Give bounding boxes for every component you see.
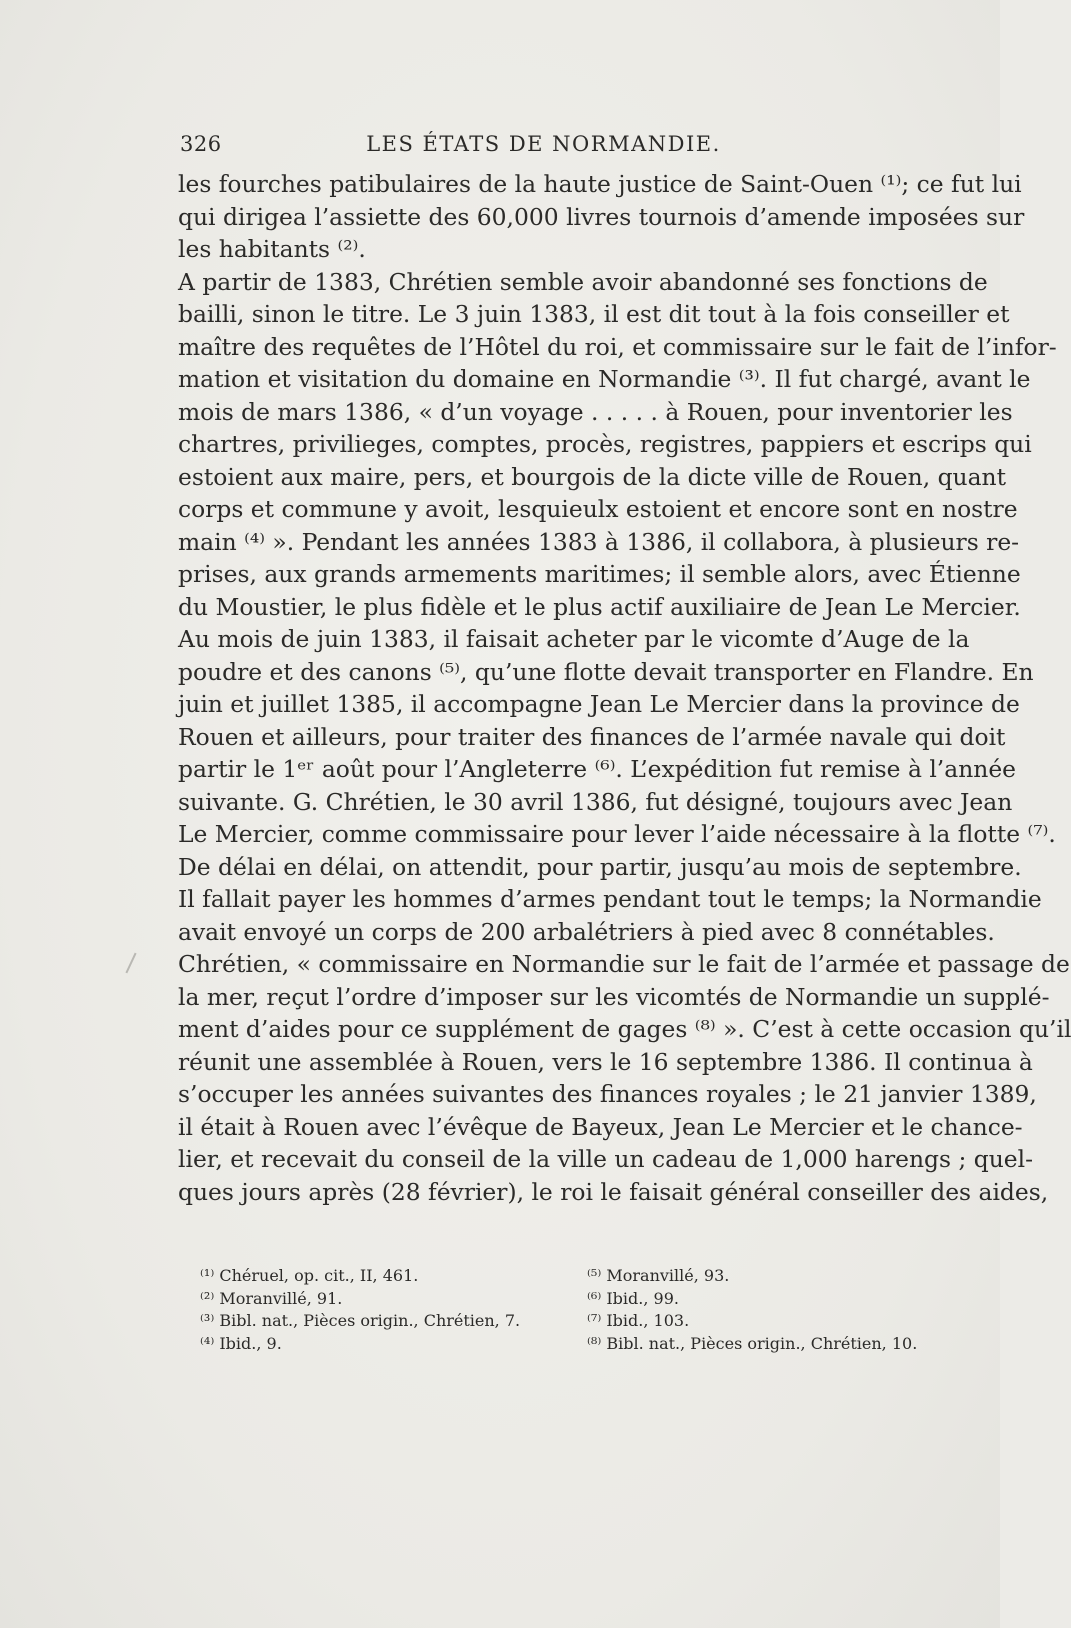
footnote: ⁽⁸⁾ Bibl. nat., Pièces origin., Chrétien, 10.: [587, 1333, 918, 1353]
text-line: Le Mercier, comme commissaire pour lever l’aide nécessaire à la flotte ⁽⁷⁾.: [178, 820, 1056, 848]
text-line: poudre et des canons ⁽⁵⁾, qu’une flotte devait transporter en Flandre. En: [178, 657, 1034, 686]
text-line: il était à Rouen avec l’évêque de Bayeux, Jean Le Mercier et le chance-: [178, 1112, 1023, 1141]
text-line: la mer, reçut l’ordre d’imposer sur les vicomtés de Normandie un supplé-: [178, 982, 1050, 1011]
text-line: Au mois de juin 1383, il faisait acheter par le vicomte d’Auge de la: [178, 625, 970, 653]
text-line: A partir de 1383, Chrétien semble avoir abandonné ses fonctions de: [178, 267, 988, 296]
footnote: ⁽⁵⁾ Moranvillé, 93.: [587, 1266, 730, 1285]
page-number: 326: [180, 132, 222, 156]
text-line: les habitants ⁽²⁾.: [178, 235, 366, 263]
footnote: ⁽⁶⁾ Ibid., 99.: [587, 1288, 679, 1308]
text-line: prises, aux grands armements maritimes; il semble alors, avec Étienne: [178, 560, 1021, 588]
body-text: [178, 168, 1071, 1208]
page-header: [180, 128, 907, 164]
text-line: De délai en délai, on attendit, pour partir, jusqu’au mois de septembre.: [178, 852, 1022, 881]
footnote: ⁽¹⁾ Chéruel, op. cit., II, 461.: [200, 1266, 419, 1285]
text-line: s’occuper les années suivantes des finances royales ; le 21 janvier 1389,: [178, 1080, 1037, 1108]
text-line: qui dirigea l’assiette des 60,000 livres tournois d’amende imposées sur: [178, 202, 1025, 231]
text-line: corps et commune y avoit, lesquieulx estoient et encore sont en nostre: [178, 495, 1018, 523]
text-line: lier, et recevait du conseil de la ville un cadeau de 1,000 harengs ; quel-: [178, 1145, 1034, 1173]
footnote: ⁽²⁾ Moranvillé, 91.: [200, 1288, 343, 1308]
text-line: mois de mars 1386, « d’un voyage . . . . . à Rouen, pour inventorier les: [178, 397, 1013, 426]
text-line: Rouen et ailleurs, pour traiter des finances de l’armée navale qui doit: [178, 722, 1006, 751]
footnote: ⁽⁴⁾ Ibid., 9.: [200, 1333, 282, 1353]
text-line: mation et visitation du domaine en Normandie ⁽³⁾. Il fut chargé, avant le: [178, 365, 1031, 393]
text-line: partir le 1ᵉʳ août pour l’Angleterre ⁽⁶⁾. L’expédition fut remise à l’année: [178, 755, 1017, 783]
text-line: Il fallait payer les hommes d’armes pendant tout le temps; la Normandie: [178, 885, 1042, 913]
text-line: suivante. G. Chrétien, le 30 avril 1386, fut désigné, toujours avec Jean: [178, 787, 1013, 816]
footnotes-right-column: [587, 1265, 917, 1355]
margin-mark: [125, 953, 136, 974]
text-line: ment d’aides pour ce supplément de gages ⁽⁸⁾ ». C’est à cette occasion qu’il: [178, 1015, 1071, 1043]
text-line: main ⁽⁴⁾ ». Pendant les années 1383 à 1386, il collabora, à plusieurs re-: [178, 527, 1020, 556]
text-line: estoient aux maire, pers, et bourgois de la dicte ville de Rouen, quant: [178, 462, 1007, 491]
text-line: bailli, sinon le titre. Le 3 juin 1383, il est dit tout à la fois conseiller et: [178, 300, 1010, 328]
text-line: chartres, privilieges, comptes, procès, registres, pappiers et escrips qui: [178, 430, 1032, 458]
footnote: ⁽⁷⁾ Ibid., 103.: [587, 1311, 690, 1330]
text-line: du Moustier, le plus fidèle et le plus actif auxiliaire de Jean Le Mercier.: [178, 592, 1021, 621]
footnotes-left-column: [200, 1265, 580, 1355]
text-line: les fourches patibulaires de la haute justice de Saint-Ouen ⁽¹⁾; ce fut lui: [178, 170, 1022, 198]
running-title: LES ÉTATS DE NORMANDIE.: [366, 132, 721, 156]
text-line: Chrétien, « commissaire en Normandie sur le fait de l’armée et passage de: [178, 950, 1070, 978]
text-line: réunit une assemblée à Rouen, vers le 16 septembre 1386. Il continua à: [178, 1047, 1033, 1076]
text-line: ques jours après (28 février), le roi le faisait général conseiller des aides,: [178, 1177, 1049, 1206]
footnote: ⁽³⁾ Bibl. nat., Pièces origin., Chrétien, 7.: [200, 1311, 521, 1330]
text-line: avait envoyé un corps de 200 arbalétriers à pied avec 8 connétables.: [178, 917, 995, 946]
text-line: juin et juillet 1385, il accompagne Jean Le Mercier dans la province de: [178, 690, 1020, 718]
text-line: maître des requêtes de l’Hôtel du roi, et commissaire sur le fait de l’infor-: [178, 332, 1057, 361]
